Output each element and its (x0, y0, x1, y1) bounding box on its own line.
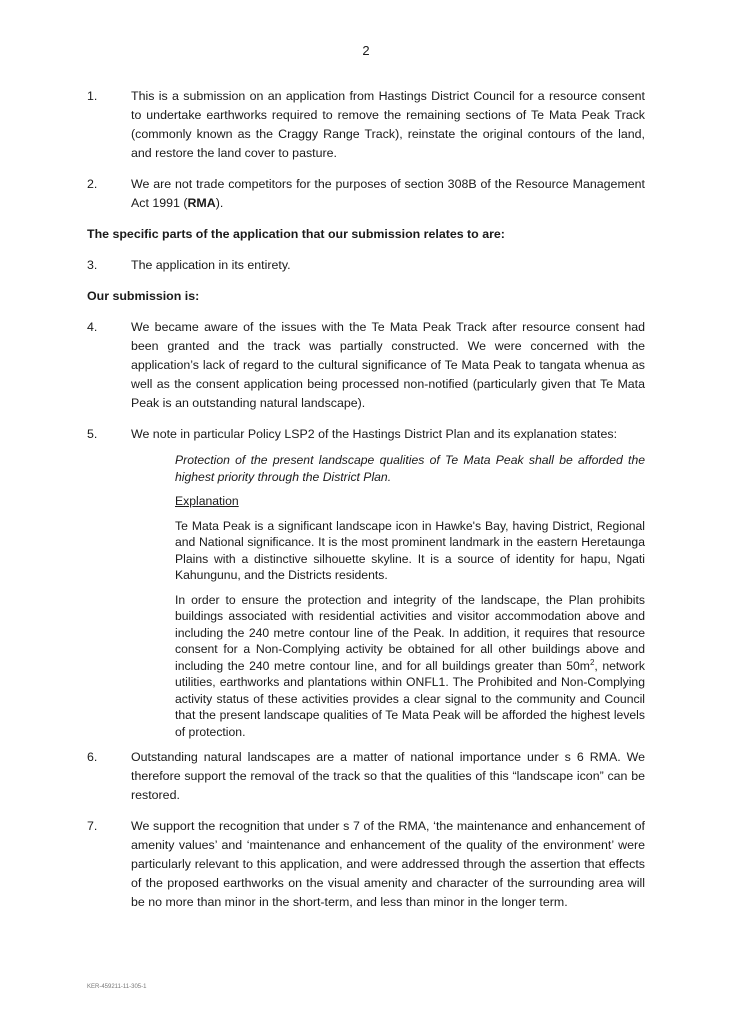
paragraph-text: Outstanding natural landscapes are a matter of national importance under s 6 RMA. We therefore support the removal of the track so that the qualities of this “landscape icon” can be restored. (131, 750, 645, 802)
section-heading-submission: Our submission is: (87, 289, 200, 303)
paragraph-text: We note in particular Policy LSP2 of the Hastings District Plan and its explanation states: (131, 427, 618, 441)
text-segment: In order to ensure the protection and integrity of the landscape, the Plan prohibits buildings associated with residential activities and visitor accommodation above and including the 240 metre contour line of the Peak. In addition, it requires that resource consent for a Non-Complying activity be obtained for all other buildings above and including the 240 metre contour line, and for all buildings greater than 50m (175, 592, 645, 673)
paragraph-text: We became aware of the issues with the Te Mata Peak Track after resource consent had been granted and the track was partially constructed. We were concerned with the application’s lack of regard to the cultural significance of Te Mata Peak to tangata whenua as well as the consent application being processed non-notified (particularly given that Te Mata Peak is an outstanding natural landscape). (131, 320, 645, 410)
paragraph-number: 3. (87, 258, 98, 272)
paragraph-1 (87, 87, 645, 163)
page-number: 2 (362, 43, 370, 58)
paragraph-text: This is a submission on an application from Hastings District Council for a resource consent to undertake earthworks required to remove the remaining sections of Te Mata Peak Track (commonly known as the Craggy Range Track), reinstate the original contours of the land, and restore the land cover to pasture. (131, 89, 645, 160)
paragraph-text: We support the recognition that under s 7 of the RMA, ‘the maintenance and enhancement of amenity values’ and ‘maintenance and enhancement of the quality of the environment’ were particularly relevant to this application, and were addressed through the assertion that effects of the proposed earthworks on the visual amenity and character of the surrounding area will be no more than minor in the short-term, and less than minor in the longer term. (131, 819, 645, 909)
document-reference: KER-459211-11-305-1 (87, 984, 147, 990)
text-segment: , network utilities, earthworks and plantations within ONFL1. The Prohibited and Non-Complying activity status of these activities provides a clear signal to the community and Council that the present landscape qualities of Te Mata Peak will be afforded the highest levels of protection. (175, 658, 645, 739)
paragraph-number: 4. (87, 320, 98, 334)
paragraph-number: 6. (87, 750, 98, 764)
explanation-heading: Explanation (175, 494, 239, 508)
paragraph-4 (87, 318, 645, 413)
document-body (87, 87, 645, 924)
paragraph-text: The application in its entirety. (131, 258, 291, 272)
superscript: 2 (589, 657, 595, 667)
section-heading-specific-parts: The specific parts of the application that our submission relates to are: (87, 227, 505, 241)
paragraph-3 (87, 256, 645, 275)
paragraph-text (131, 175, 645, 213)
text-segment: We are not trade competitors for the purposes of section 308B of the Resource Management Act 1991 ( (131, 177, 645, 210)
paragraph-number: 2. (87, 177, 98, 191)
paragraph-number: 5. (87, 427, 98, 441)
rma-abbreviation: RMA (187, 196, 216, 210)
text-segment: ). (215, 196, 224, 210)
paragraph-number: 7. (87, 819, 98, 833)
paragraph-number: 1. (87, 89, 98, 103)
paragraph-6 (87, 748, 645, 805)
policy-statement: Protection of the present landscape qualities of Te Mata Peak shall be afforded the highest priority through the District Plan. (175, 453, 645, 484)
paragraph-5 (87, 425, 645, 444)
policy-quote-block (175, 452, 645, 740)
explanation-paragraph-1: Te Mata Peak is a significant landscape icon in Hawke's Bay, having District, Regional and National significance. It is the most prominent landmark in the eastern Heretaunga Plains with a distinctive silhouette skyline. It is a source of identity for hapu, Ngati Kahungunu, and the Districts residents. (175, 518, 645, 582)
paragraph-7 (87, 817, 645, 912)
explanation-paragraph-2 (175, 592, 645, 741)
paragraph-2 (87, 175, 645, 213)
